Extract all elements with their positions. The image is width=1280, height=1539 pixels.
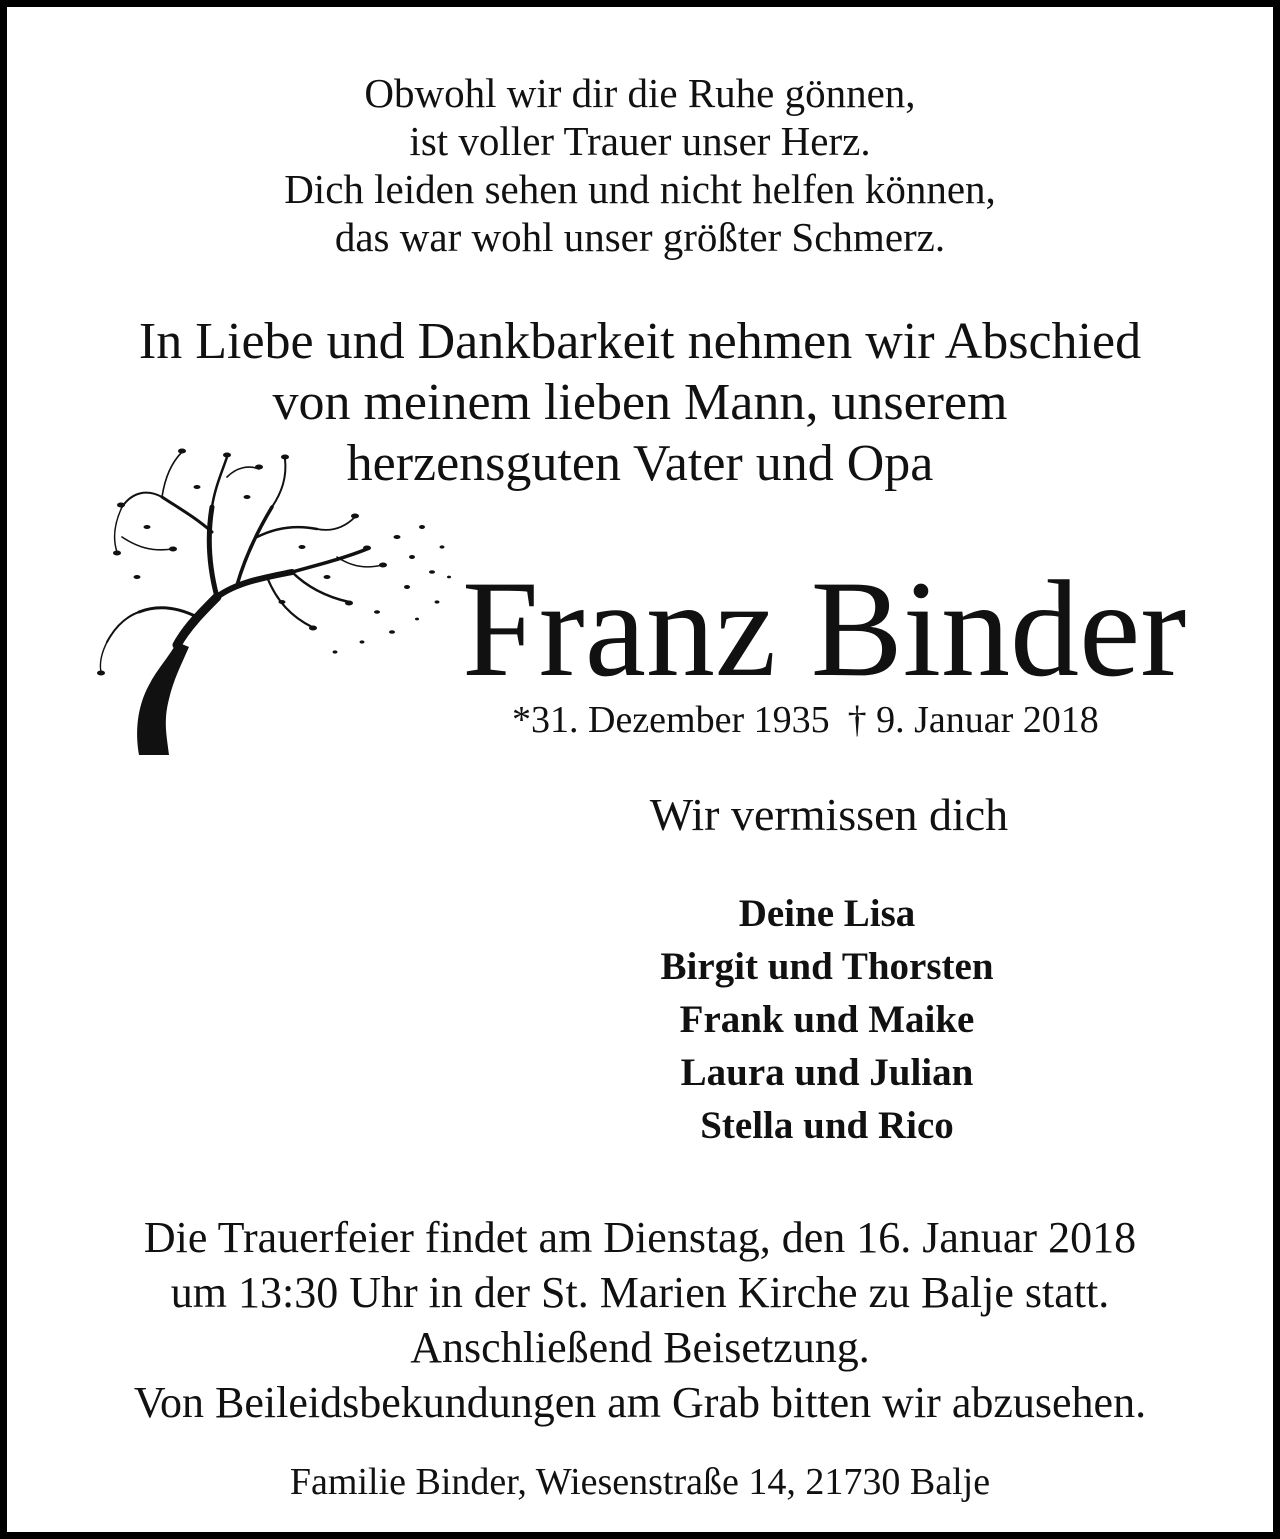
poem-line: Obwohl wir dir die Ruhe gönnen, (364, 70, 916, 116)
ceremony-line: Von Beileidsbekundungen am Grab bitten wir abzusehen. (133, 1378, 1147, 1427)
miss-you-text: Wir vermissen dich (649, 789, 1009, 840)
ceremony-line: Anschließend Beisetzung. (410, 1323, 870, 1372)
family-member: Birgit und Thorsten (660, 945, 994, 988)
poem-line: Dich leiden sehen und nicht helfen können, (284, 166, 996, 212)
intro-line: herzensguten Vater und Opa (346, 435, 934, 492)
family-member: Laura und Julian (680, 1051, 974, 1094)
ceremony-line: Die Trauerfeier findet am Dienstag, den 16. Januar 2018 (143, 1213, 1137, 1262)
poem-line: das war wohl unser größter Schmerz. (334, 214, 946, 260)
death-date: † 9. Januar 2018 (847, 699, 1099, 741)
family-member: Stella und Rico (700, 1104, 954, 1147)
deceased-name: Franz Binder (462, 552, 1187, 705)
life-dates (512, 697, 1152, 743)
family-signatures (527, 887, 1127, 1152)
family-address: Familie Binder, Wiesenstraße 14, 21730 Balje (289, 1461, 991, 1503)
ceremony-line: um 13:30 Uhr in der St. Marien Kirche zu Balje statt. (170, 1268, 1110, 1317)
family-member: Deine Lisa (738, 892, 916, 935)
family-member: Frank und Maike (679, 998, 975, 1041)
windblown-tree-icon (77, 437, 457, 767)
poem-line: ist voller Trauer unser Herz. (409, 118, 871, 164)
intro-line: von meinem lieben Mann, unserem (272, 374, 1008, 431)
birth-date: *31. Dezember 1935 (512, 699, 830, 741)
intro-line: In Liebe und Dankbarkeit nehmen wir Abschied (138, 313, 1142, 370)
ceremony-info (7, 1210, 1273, 1430)
poem (7, 69, 1273, 261)
